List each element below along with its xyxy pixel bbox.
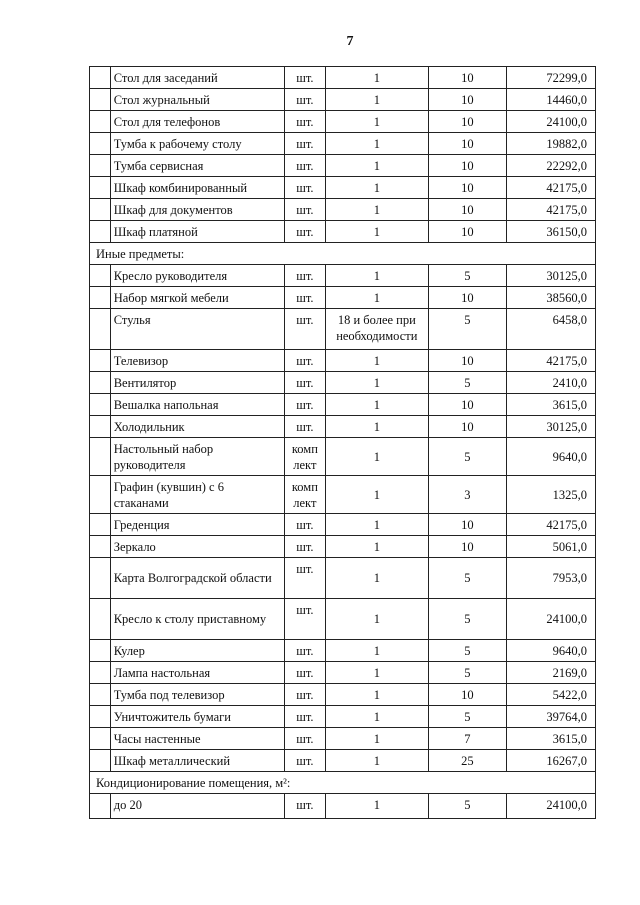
service-years-cell: 5 [429, 265, 506, 287]
table-row [90, 794, 596, 819]
inventory-table [89, 66, 596, 819]
table-row [90, 221, 596, 243]
service-years-cell: 10 [429, 177, 506, 199]
item-name-cell: Греденция [110, 514, 284, 536]
service-years-cell: 10 [429, 89, 506, 111]
table-row [90, 372, 596, 394]
table-body [90, 67, 596, 819]
unit-cell: шт. [285, 684, 325, 706]
item-name-cell: Стулья [110, 309, 284, 350]
unit-cell: шт. [285, 111, 325, 133]
row-index-cell [90, 67, 111, 89]
page-number: 7 [346, 34, 354, 49]
service-years-cell: 5 [429, 558, 506, 599]
price-cell: 22292,0 [506, 155, 595, 177]
quantity-cell: 1 [325, 640, 429, 662]
item-name-cell: Кресло руководителя [110, 265, 284, 287]
table-row [90, 394, 596, 416]
table-row [90, 476, 596, 514]
price-cell: 39764,0 [506, 706, 595, 728]
quantity-cell: 1 [325, 706, 429, 728]
item-name-cell: Стол для заседаний [110, 67, 284, 89]
price-cell: 30125,0 [506, 265, 595, 287]
service-years-cell: 10 [429, 155, 506, 177]
unit-cell: шт. [285, 265, 325, 287]
row-index-cell [90, 662, 111, 684]
unit-cell: шт. [285, 536, 325, 558]
unit-cell: шт. [285, 394, 325, 416]
item-name-cell: Набор мягкой мебели [110, 287, 284, 309]
service-years-cell: 3 [429, 476, 506, 514]
service-years-cell: 5 [429, 599, 506, 640]
row-index-cell [90, 794, 111, 819]
unit-cell: комп лект [285, 476, 325, 514]
price-cell: 38560,0 [506, 287, 595, 309]
unit-cell: шт. [285, 309, 325, 350]
price-cell: 24100,0 [506, 111, 595, 133]
unit-cell: шт. [285, 558, 325, 599]
item-name-cell: Шкаф платяной [110, 221, 284, 243]
service-years-cell: 10 [429, 111, 506, 133]
row-index-cell [90, 599, 111, 640]
table-row [90, 67, 596, 89]
section-header-row [90, 772, 596, 794]
service-years-cell: 5 [429, 309, 506, 350]
price-cell: 5061,0 [506, 536, 595, 558]
service-years-cell: 7 [429, 728, 506, 750]
row-index-cell [90, 111, 111, 133]
unit-cell: шт. [285, 221, 325, 243]
table-row [90, 728, 596, 750]
row-index-cell [90, 416, 111, 438]
section-title: Иные предметы: [90, 243, 596, 265]
price-cell: 42175,0 [506, 514, 595, 536]
price-cell: 1325,0 [506, 476, 595, 514]
quantity-cell: 18 и более при необходимости [325, 309, 429, 350]
price-cell: 42175,0 [506, 350, 595, 372]
quantity-cell: 1 [325, 558, 429, 599]
quantity-cell: 1 [325, 133, 429, 155]
unit-cell: шт. [285, 514, 325, 536]
table-row [90, 558, 596, 599]
item-name-cell: Стол журнальный [110, 89, 284, 111]
item-name-cell: Кулер [110, 640, 284, 662]
unit-cell: шт. [285, 416, 325, 438]
service-years-cell: 10 [429, 199, 506, 221]
quantity-cell: 1 [325, 221, 429, 243]
table-row [90, 287, 596, 309]
row-index-cell [90, 728, 111, 750]
quantity-cell: 1 [325, 514, 429, 536]
table-row [90, 177, 596, 199]
row-index-cell [90, 706, 111, 728]
unit-cell: шт. [285, 67, 325, 89]
unit-cell: шт. [285, 728, 325, 750]
quantity-cell: 1 [325, 372, 429, 394]
service-years-cell: 5 [429, 640, 506, 662]
table-row [90, 684, 596, 706]
row-index-cell [90, 265, 111, 287]
quantity-cell: 1 [325, 728, 429, 750]
row-index-cell [90, 536, 111, 558]
unit-cell: шт. [285, 89, 325, 111]
row-index-cell [90, 133, 111, 155]
quantity-cell: 1 [325, 67, 429, 89]
price-cell: 9640,0 [506, 640, 595, 662]
price-cell: 6458,0 [506, 309, 595, 350]
table-row [90, 199, 596, 221]
item-name-cell: Вентилятор [110, 372, 284, 394]
item-name-cell: Вешалка напольная [110, 394, 284, 416]
unit-cell: шт. [285, 640, 325, 662]
quantity-cell: 1 [325, 111, 429, 133]
unit-cell: шт. [285, 706, 325, 728]
service-years-cell: 10 [429, 350, 506, 372]
quantity-cell: 1 [325, 684, 429, 706]
row-index-cell [90, 438, 111, 476]
price-cell: 14460,0 [506, 89, 595, 111]
item-name-cell: Шкаф для документов [110, 199, 284, 221]
quantity-cell: 1 [325, 794, 429, 819]
price-cell: 30125,0 [506, 416, 595, 438]
service-years-cell: 10 [429, 287, 506, 309]
price-cell: 19882,0 [506, 133, 595, 155]
price-cell: 16267,0 [506, 750, 595, 772]
price-cell: 24100,0 [506, 794, 595, 819]
item-name-cell: Настольный набор руководителя [110, 438, 284, 476]
unit-cell: шт. [285, 133, 325, 155]
row-index-cell [90, 221, 111, 243]
table-row [90, 599, 596, 640]
quantity-cell: 1 [325, 662, 429, 684]
row-index-cell [90, 287, 111, 309]
unit-cell: шт. [285, 287, 325, 309]
row-index-cell [90, 350, 111, 372]
table-row [90, 111, 596, 133]
item-name-cell: Тумба к рабочему столу [110, 133, 284, 155]
table-row [90, 438, 596, 476]
item-name-cell: Холодильник [110, 416, 284, 438]
service-years-cell: 5 [429, 706, 506, 728]
table-row [90, 536, 596, 558]
unit-cell: шт. [285, 350, 325, 372]
service-years-cell: 10 [429, 221, 506, 243]
service-years-cell: 25 [429, 750, 506, 772]
row-index-cell [90, 155, 111, 177]
unit-cell: шт. [285, 199, 325, 221]
quantity-cell: 1 [325, 536, 429, 558]
service-years-cell: 5 [429, 662, 506, 684]
service-years-cell: 10 [429, 514, 506, 536]
table-row [90, 265, 596, 287]
row-index-cell [90, 514, 111, 536]
quantity-cell: 1 [325, 177, 429, 199]
price-cell: 42175,0 [506, 177, 595, 199]
item-name-cell: Тумба сервисная [110, 155, 284, 177]
price-cell: 36150,0 [506, 221, 595, 243]
price-cell: 7953,0 [506, 558, 595, 599]
quantity-cell: 1 [325, 438, 429, 476]
table-row [90, 89, 596, 111]
row-index-cell [90, 177, 111, 199]
quantity-cell: 1 [325, 199, 429, 221]
service-years-cell: 5 [429, 794, 506, 819]
price-cell: 72299,0 [506, 67, 595, 89]
item-name-cell: Шкаф комбинированный [110, 177, 284, 199]
table-row [90, 133, 596, 155]
row-index-cell [90, 372, 111, 394]
service-years-cell: 5 [429, 372, 506, 394]
item-name-cell: Карта Волгоградской области [110, 558, 284, 599]
quantity-cell: 1 [325, 265, 429, 287]
price-cell: 2410,0 [506, 372, 595, 394]
row-index-cell [90, 309, 111, 350]
service-years-cell: 10 [429, 536, 506, 558]
unit-cell: шт. [285, 599, 325, 640]
table-row [90, 416, 596, 438]
price-cell: 24100,0 [506, 599, 595, 640]
item-name-cell: Лампа настольная [110, 662, 284, 684]
row-index-cell [90, 684, 111, 706]
row-index-cell [90, 558, 111, 599]
service-years-cell: 10 [429, 67, 506, 89]
quantity-cell: 1 [325, 89, 429, 111]
unit-cell: шт. [285, 794, 325, 819]
row-index-cell [90, 476, 111, 514]
item-name-cell: Телевизор [110, 350, 284, 372]
quantity-cell: 1 [325, 476, 429, 514]
unit-cell: комп лект [285, 438, 325, 476]
table-row [90, 155, 596, 177]
service-years-cell: 5 [429, 438, 506, 476]
service-years-cell: 10 [429, 133, 506, 155]
price-cell: 5422,0 [506, 684, 595, 706]
quantity-cell: 1 [325, 155, 429, 177]
table-row [90, 750, 596, 772]
unit-cell: шт. [285, 155, 325, 177]
item-name-cell: Графин (кувшин) с 6 стаканами [110, 476, 284, 514]
table-row [90, 662, 596, 684]
row-index-cell [90, 199, 111, 221]
price-cell: 3615,0 [506, 394, 595, 416]
quantity-cell: 1 [325, 750, 429, 772]
quantity-cell: 1 [325, 416, 429, 438]
price-cell: 42175,0 [506, 199, 595, 221]
unit-cell: шт. [285, 750, 325, 772]
item-name-cell: Стол для телефонов [110, 111, 284, 133]
item-name-cell: Кресло к столу приставному [110, 599, 284, 640]
item-name-cell: Часы настенные [110, 728, 284, 750]
service-years-cell: 10 [429, 684, 506, 706]
item-name-cell: Тумба под телевизор [110, 684, 284, 706]
row-index-cell [90, 640, 111, 662]
row-index-cell [90, 394, 111, 416]
quantity-cell: 1 [325, 350, 429, 372]
item-name-cell: Зеркало [110, 536, 284, 558]
service-years-cell: 10 [429, 394, 506, 416]
unit-cell: шт. [285, 177, 325, 199]
unit-cell: шт. [285, 372, 325, 394]
item-name-cell: до 20 [110, 794, 284, 819]
section-title: Кондиционирование помещения, м²: [90, 772, 596, 794]
table-row [90, 350, 596, 372]
price-cell: 9640,0 [506, 438, 595, 476]
section-header-row [90, 243, 596, 265]
unit-cell: шт. [285, 662, 325, 684]
item-name-cell: Шкаф металлический [110, 750, 284, 772]
item-name-cell: Уничтожитель бумаги [110, 706, 284, 728]
table-row [90, 706, 596, 728]
quantity-cell: 1 [325, 287, 429, 309]
table-row [90, 640, 596, 662]
table-row [90, 514, 596, 536]
price-cell: 3615,0 [506, 728, 595, 750]
row-index-cell [90, 750, 111, 772]
table-row [90, 309, 596, 350]
price-cell: 2169,0 [506, 662, 595, 684]
service-years-cell: 10 [429, 416, 506, 438]
row-index-cell [90, 89, 111, 111]
quantity-cell: 1 [325, 394, 429, 416]
quantity-cell: 1 [325, 599, 429, 640]
